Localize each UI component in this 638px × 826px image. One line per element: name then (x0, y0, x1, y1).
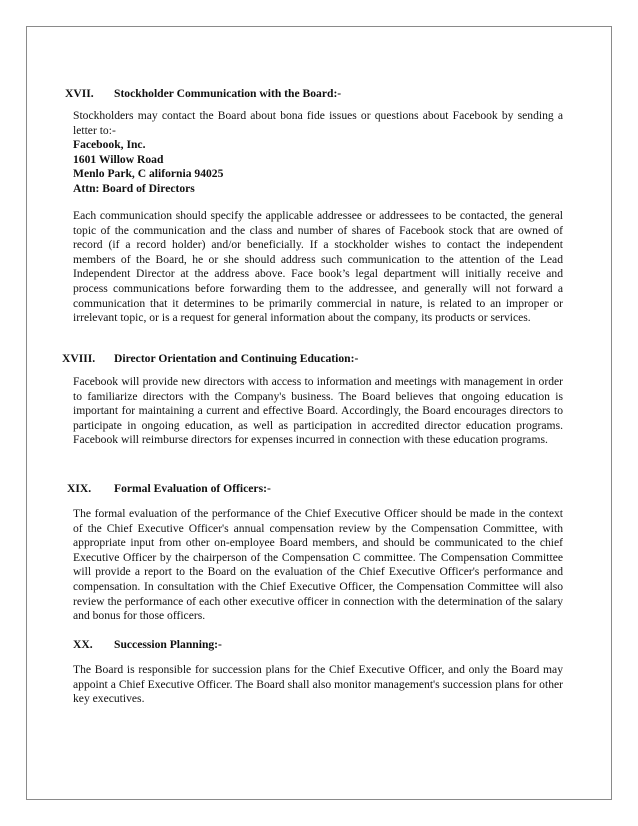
section-title: Director Orientation and Continuing Education:- (114, 352, 359, 365)
address-line: Facebook, Inc. (73, 138, 146, 151)
section-heading-xviii (62, 352, 358, 367)
mailing-address (73, 138, 563, 196)
section-intro-paragraph: Stockholders may contact the Board about bona fide issues or questions about Facebook by sending a letter to:- (73, 109, 563, 137)
section-heading-xx (73, 638, 222, 653)
section-number: XIX. (67, 482, 92, 495)
section-number: XVII. (65, 87, 94, 100)
document-page (26, 26, 612, 800)
section-body-paragraph: The Board is responsible for succession plans for the Chief Executive Officer, and only the Board may appoint a Chief Executive Officer. The Board shall also monitor management's succession plans for other key executives. (73, 663, 563, 706)
section-number: XX. (73, 638, 93, 651)
section-title: Stockholder Communication with the Board:- (114, 87, 342, 100)
section-heading-xix (67, 482, 271, 497)
address-line: 1601 Willow Road (73, 152, 164, 166)
section-body-paragraph: The formal evaluation of the performance of the Chief Executive Officer should be made in the context of the Chief Executive Officer's annual compensation review by the Compensation Committee, with appropriate input from other on-employee Board members, and should be communicated to the chief Executive Officer by the chairperson of the Compensation C committee. The Compensation Committee will provide a report to the Board on the evaluation of the Chief Executive Officer's performance and compensation. In consultation with the Chief Executive Officer, the Compensation Committee will also review the performance of each other executive officer in connection with the determination of the salary and bonus for those officers. (73, 507, 563, 623)
address-line: Attn: Board of Directors (73, 181, 195, 195)
section-title: Formal Evaluation of Officers:- (114, 482, 271, 495)
section-title: Succession Planning:- (114, 638, 222, 651)
address-line: Menlo Park, C alifornia 94025 (73, 167, 224, 181)
section-body-paragraph: Facebook will provide new directors with access to information and meetings with management in order to familiarize directors with the Company's business. The Board believes that ongoing education is important for maintaining a current and effective Board. Accordingly, the Board encourages directors to participate in ongoing education, as well as participation in accredited director education programs. Facebook will reimburse directors for expenses incurred in connection with these education programs. (73, 375, 563, 447)
page-content (27, 27, 611, 799)
section-heading-xvii (65, 87, 341, 102)
section-body-paragraph: Each communication should specify the applicable addressee or addressees to be contacted, the general topic of the communication and the class and number of shares of Facebook stock that are owned of record (if a record holder) and/or beneficially. If a stockholder wishes to contact the independent members of the Board, he or she should address such communication to the attention of the Lead Independent Director at the address above. Face book’s legal department will initially receive and process communications before forwarding them to the addressee, and generally will not forward a communication that it determines to be primarily commercial in nature, is related to an improper or irrelevant topic, or is a request for general information about the company, its products or services. (73, 209, 563, 325)
section-number: XVIII. (62, 352, 96, 365)
